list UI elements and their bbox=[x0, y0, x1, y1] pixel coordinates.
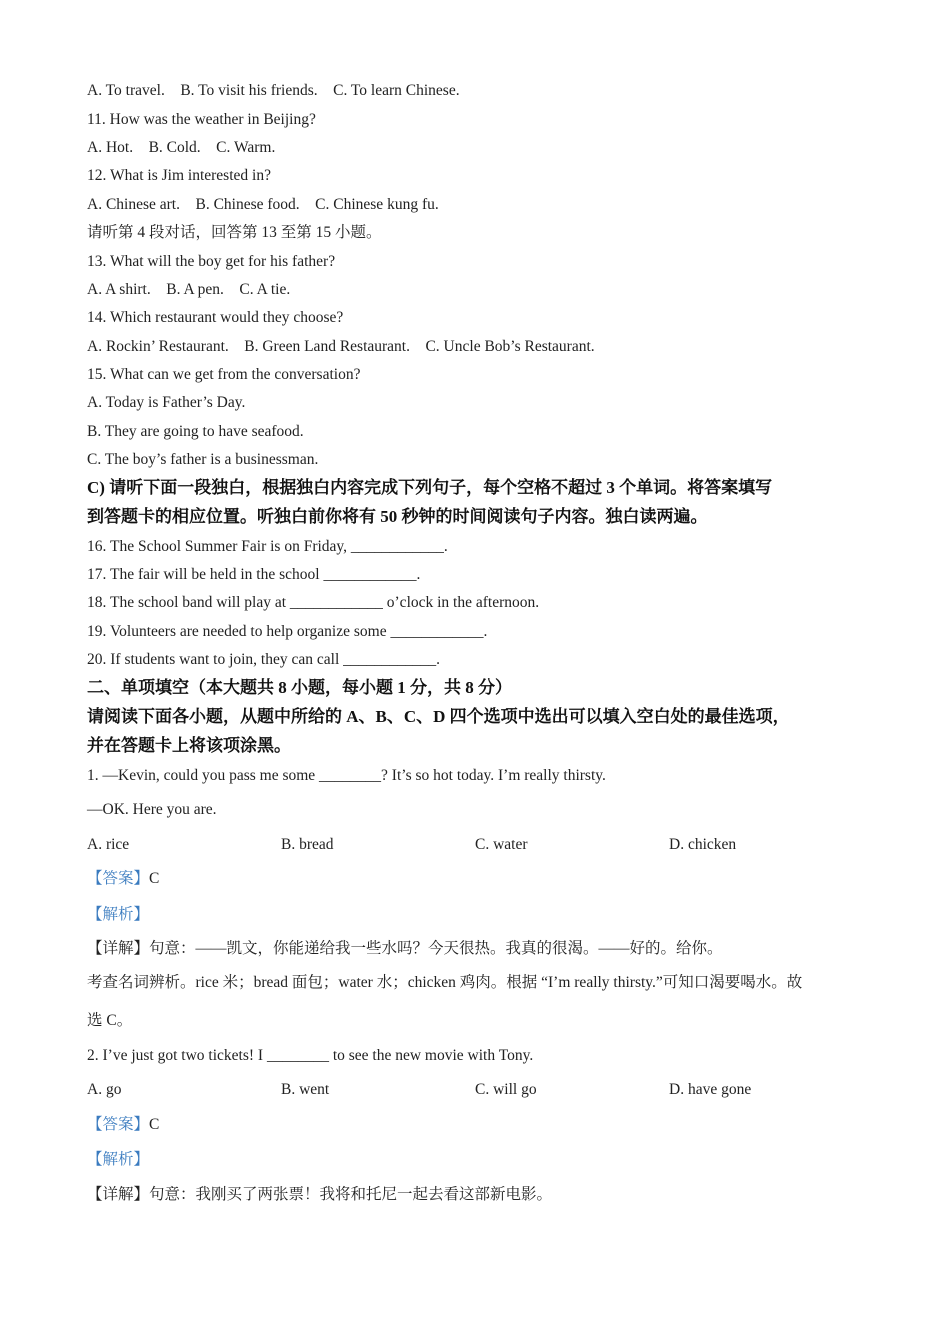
q13-options: A. A shirt. B. A pen. C. A tie. bbox=[87, 281, 291, 298]
answer-value: C bbox=[149, 870, 160, 887]
mc1-option-b: B. bread bbox=[281, 836, 334, 853]
q20-sentence: 20. If students want to join, they can call ____________. bbox=[87, 651, 440, 668]
mc1-option-c: C. water bbox=[475, 836, 528, 853]
section-c-instruction-1: C) 请听下面一段独白，根据独白内容完成下列句子，每个空格不超过 3 个单词。将答案填写 bbox=[87, 478, 773, 497]
q11-options: A. Hot. B. Cold. C. Warm. bbox=[87, 139, 276, 156]
q10-options: A. To travel. B. To visit his friends. C. To learn Chinese. bbox=[87, 82, 460, 99]
section-c-instruction-2: 到答题卡的相应位置。听独白前你将有 50 秒钟的时间阅读句子内容。独白读两遍。 bbox=[87, 507, 708, 526]
mc1-detail: 【详解】句意：——凯文，你能递给我一些水吗？今天很热。我真的很渴。——好的。给你。 bbox=[87, 940, 723, 957]
mc2-question: 2. I’ve just got two tickets! I ________ to see the new movie with Tony. bbox=[87, 1047, 534, 1064]
mc1-option-d: D. chicken bbox=[669, 836, 737, 853]
q12-question: 12. What is Jim interested in? bbox=[87, 167, 271, 184]
mc2-detail: 【详解】句意：我刚买了两张票！我将和托尼一起去看这部新电影。 bbox=[87, 1186, 553, 1203]
analysis-tag: 【解析】 bbox=[87, 1151, 150, 1168]
mc2-analysis bbox=[87, 1150, 149, 1170]
q15-option-a: A. Today is Father’s Day. bbox=[87, 394, 246, 411]
section-2-instruction-1: 请阅读下面各小题，从题中所给的 A、B、C、D 四个选项中选出可以填入空白处的最佳选项， bbox=[87, 707, 790, 726]
mc1-analysis bbox=[87, 905, 149, 925]
q16-sentence: 16. The School Summer Fair is on Friday, ____________. bbox=[87, 538, 448, 555]
q13-question: 13. What will the boy get for his father? bbox=[87, 253, 336, 270]
q15-option-c: C. The boy’s father is a businessman. bbox=[87, 451, 319, 468]
section-2-heading: 二、单项填空（本大题共 8 小题，每小题 1 分，共 8 分） bbox=[87, 678, 512, 697]
mc2-answer bbox=[87, 1115, 159, 1135]
q12-options: A. Chinese art. B. Chinese food. C. Chinese kung fu. bbox=[87, 196, 439, 213]
dialogue4-instruction: 请听第 4 段对话，回答第 13 至第 15 小题。 bbox=[87, 224, 382, 241]
answer-tag: 【答案】 bbox=[87, 1116, 150, 1133]
q11-question: 11. How was the weather in Beijing? bbox=[87, 111, 316, 128]
mc2-option-a: A. go bbox=[87, 1081, 122, 1098]
mc1-reply: —OK. Here you are. bbox=[87, 801, 217, 818]
mc2-option-d: D. have gone bbox=[669, 1081, 752, 1098]
q19-sentence: 19. Volunteers are needed to help organize some ____________. bbox=[87, 623, 488, 640]
q18-sentence: 18. The school band will play at ____________ o’clock in the afternoon. bbox=[87, 594, 540, 611]
mc1-answer bbox=[87, 869, 159, 889]
mc1-option-a: A. rice bbox=[87, 836, 130, 853]
answer-tag: 【答案】 bbox=[87, 870, 150, 887]
mc2-option-b: B. went bbox=[281, 1081, 330, 1098]
q15-option-b: B. They are going to have seafood. bbox=[87, 423, 304, 440]
q14-options: A. Rockin’ Restaurant. B. Green Land Restaurant. C. Uncle Bob’s Restaurant. bbox=[87, 338, 595, 355]
q14-question: 14. Which restaurant would they choose? bbox=[87, 309, 344, 326]
mc1-explanation-2: 选 C。 bbox=[87, 1012, 133, 1029]
analysis-tag: 【解析】 bbox=[87, 906, 150, 923]
q15-question: 15. What can we get from the conversation? bbox=[87, 366, 361, 383]
mc1-explanation-1: 考查名词辨析。rice 米；bread 面包；water 水；chicken 鸡肉。根据 “I’m really thirsty.”可知口渴要喝水。故 bbox=[87, 974, 803, 991]
answer-value: C bbox=[149, 1116, 160, 1133]
section-2-instruction-2: 并在答题卡上将该项涂黑。 bbox=[87, 736, 291, 755]
mc1-question: 1. —Kevin, could you pass me some ________? It’s so hot today. I’m really thirsty. bbox=[87, 767, 606, 784]
q17-sentence: 17. The fair will be held in the school ____________. bbox=[87, 566, 421, 583]
mc2-option-c: C. will go bbox=[475, 1081, 537, 1098]
